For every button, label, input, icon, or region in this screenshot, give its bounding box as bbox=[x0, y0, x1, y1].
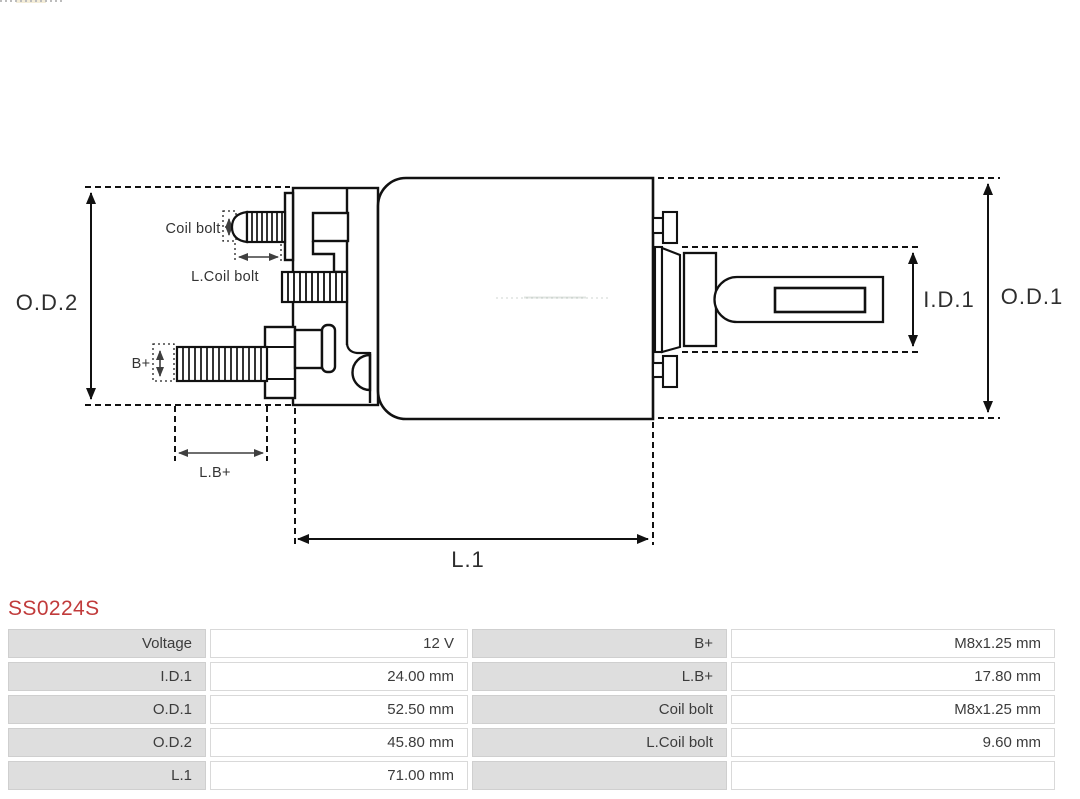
od2-dim-label: O.D.2 bbox=[15, 290, 79, 315]
spec-label-l-coil-bolt: L.Coil bolt bbox=[472, 728, 727, 757]
spec-label-b-plus: B+ bbox=[472, 629, 727, 658]
spec-value-id1: 24.00 mm bbox=[210, 662, 468, 691]
l1-dim-label: L.1 bbox=[451, 547, 485, 572]
spec-value-voltage: 12 V bbox=[210, 629, 468, 658]
spec-label-l-b-plus: L.B+ bbox=[472, 662, 727, 691]
spec-value-l1: 71.00 mm bbox=[210, 761, 468, 790]
b-plus-stud bbox=[177, 347, 267, 381]
spec-value-od1: 52.50 mm bbox=[210, 695, 468, 724]
spec-value-b-plus: M8x1.25 mm bbox=[731, 629, 1055, 658]
dimension-arrows-small bbox=[160, 219, 278, 453]
l-b-plus-dim-label: L.B+ bbox=[199, 465, 231, 481]
l-coil-bolt-dim-label: L.Coil bolt bbox=[191, 269, 259, 285]
spec-table bbox=[8, 629, 1055, 790]
spec-label-empty bbox=[472, 761, 727, 790]
spec-label-od2: O.D.2 bbox=[8, 728, 206, 757]
spec-value-empty bbox=[731, 761, 1055, 790]
spec-label-voltage: Voltage bbox=[8, 629, 206, 658]
spec-label-id1: I.D.1 bbox=[8, 662, 206, 691]
coil-bolt-dim-label: Coil bolt bbox=[165, 221, 221, 237]
spec-value-od2: 45.80 mm bbox=[210, 728, 468, 757]
spec-value-l-coil-bolt: 9.60 mm bbox=[731, 728, 1055, 757]
plunger-shaft bbox=[655, 247, 883, 352]
id1-dim-label: I.D.1 bbox=[923, 287, 975, 312]
spec-value-l-b-plus: 17.80 mm bbox=[731, 662, 1055, 691]
spec-label-od1: O.D.1 bbox=[8, 695, 206, 724]
spec-label-coil-bolt: Coil bolt bbox=[472, 695, 727, 724]
od1-dim-label: O.D.1 bbox=[1000, 284, 1064, 309]
spec-value-coil-bolt: M8x1.25 mm bbox=[731, 695, 1055, 724]
b-plus-dim-label: B+ bbox=[131, 356, 151, 372]
coil-bolt-stud bbox=[232, 212, 285, 242]
product-code-link[interactable]: SS0224S bbox=[8, 597, 100, 620]
shaft-slot bbox=[775, 288, 865, 312]
coil-bolt-thread-boss bbox=[282, 272, 347, 302]
solenoid-body bbox=[378, 178, 653, 419]
spec-label-l1: L.1 bbox=[8, 761, 206, 790]
